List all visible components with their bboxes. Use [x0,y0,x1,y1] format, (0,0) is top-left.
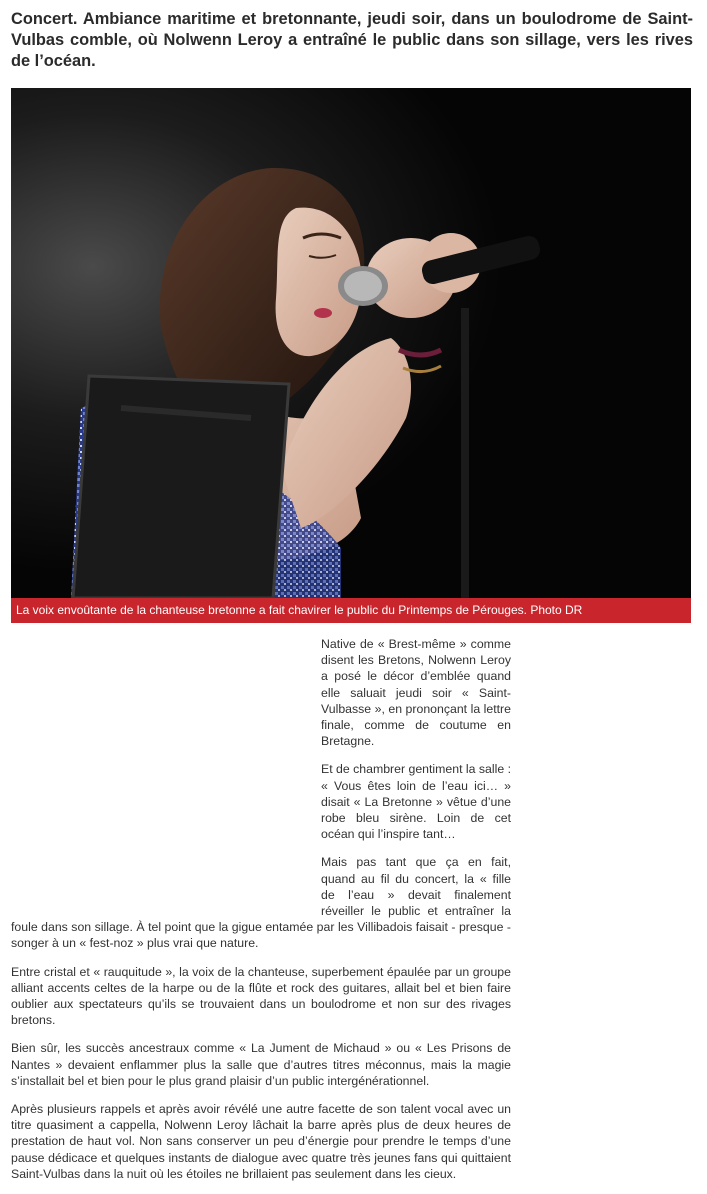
ad-space [11,636,321,910]
article-paragraph: Mais pas tant que ça en fait, quand au fil du concert, la « fille de l’eau » devait finalement réveiller le public et entraîner la foule dans son sillage. À tel point que la gigue entamée par les Villibadois faisait - presque - songer à un « fest-noz » plus vrai que nature. [11,855,511,951]
article-paragraph: Native de « Brest-même » comme disent les Bretons, Nolwenn Leroy a posé le décor d’emblée quand elle saluait jeudi soir « Saint-Vulbasse », en prononçant la lettre finale, comme de coutume en Bretagne. [321,637,511,749]
article-body [11,636,511,1194]
article-photo [11,88,691,598]
article-paragraph: Après plusieurs rappels et après avoir révélé une autre facette de son talent vocal avec un titre quasiment a cappella, Nolwenn Leroy lâchait la barre après plus de deux heures de prestation de haut vol. Non sans conserver un peu d’énergie pour prendre le temps d’une pause dédicace et quelques instants de dialogue avec quatre très jeunes fans qui quittaient Saint-Vulbas dans la nuit où les étoiles ne brillaient pas seulement dans les cieux. [11,1102,511,1181]
article-paragraph: Entre cristal et « rauquitude », la voix de la chanteuse, superbement épaulée par un groupe alliant accents celtes de la harpe ou de la flûte et rock des guitares, allait bel et bien faire oublier aux spectateurs qu’ils se trouvaient dans un boulodrome et non sur des rivages bretons. [11,964,511,1028]
article-paragraph: Bien sûr, les succès ancestraux comme « La Jument de Michaud » ou « Les Prisons de Nantes » devaient enflammer plus la salle que d’autres titres méconnus, mais la magie s’installait bel et bien pour le plus grand plaisir d’un public intergénérationnel. [11,1041,511,1088]
singer-photo-illustration [11,88,691,598]
article-paragraph: Et de chambrer gentiment la salle : « Vous êtes loin de l’eau ici… » disait « La Bretonne » vêtue d’une robe bleu sirène. Loin de cet océan qui l’inspire tant… [321,762,512,842]
article-lead: Concert. Ambiance maritime et bretonnante, jeudi soir, dans un boulodrome de Saint-Vulbas comble, où Nolwenn Leroy a entraîné le public dans son sillage, vers les rives de l’océan. [11,10,693,70]
photo-caption: La voix envoûtante de la chanteuse bretonne a fait chavirer le public du Printemps de Pérouges. Photo DR [11,598,691,623]
